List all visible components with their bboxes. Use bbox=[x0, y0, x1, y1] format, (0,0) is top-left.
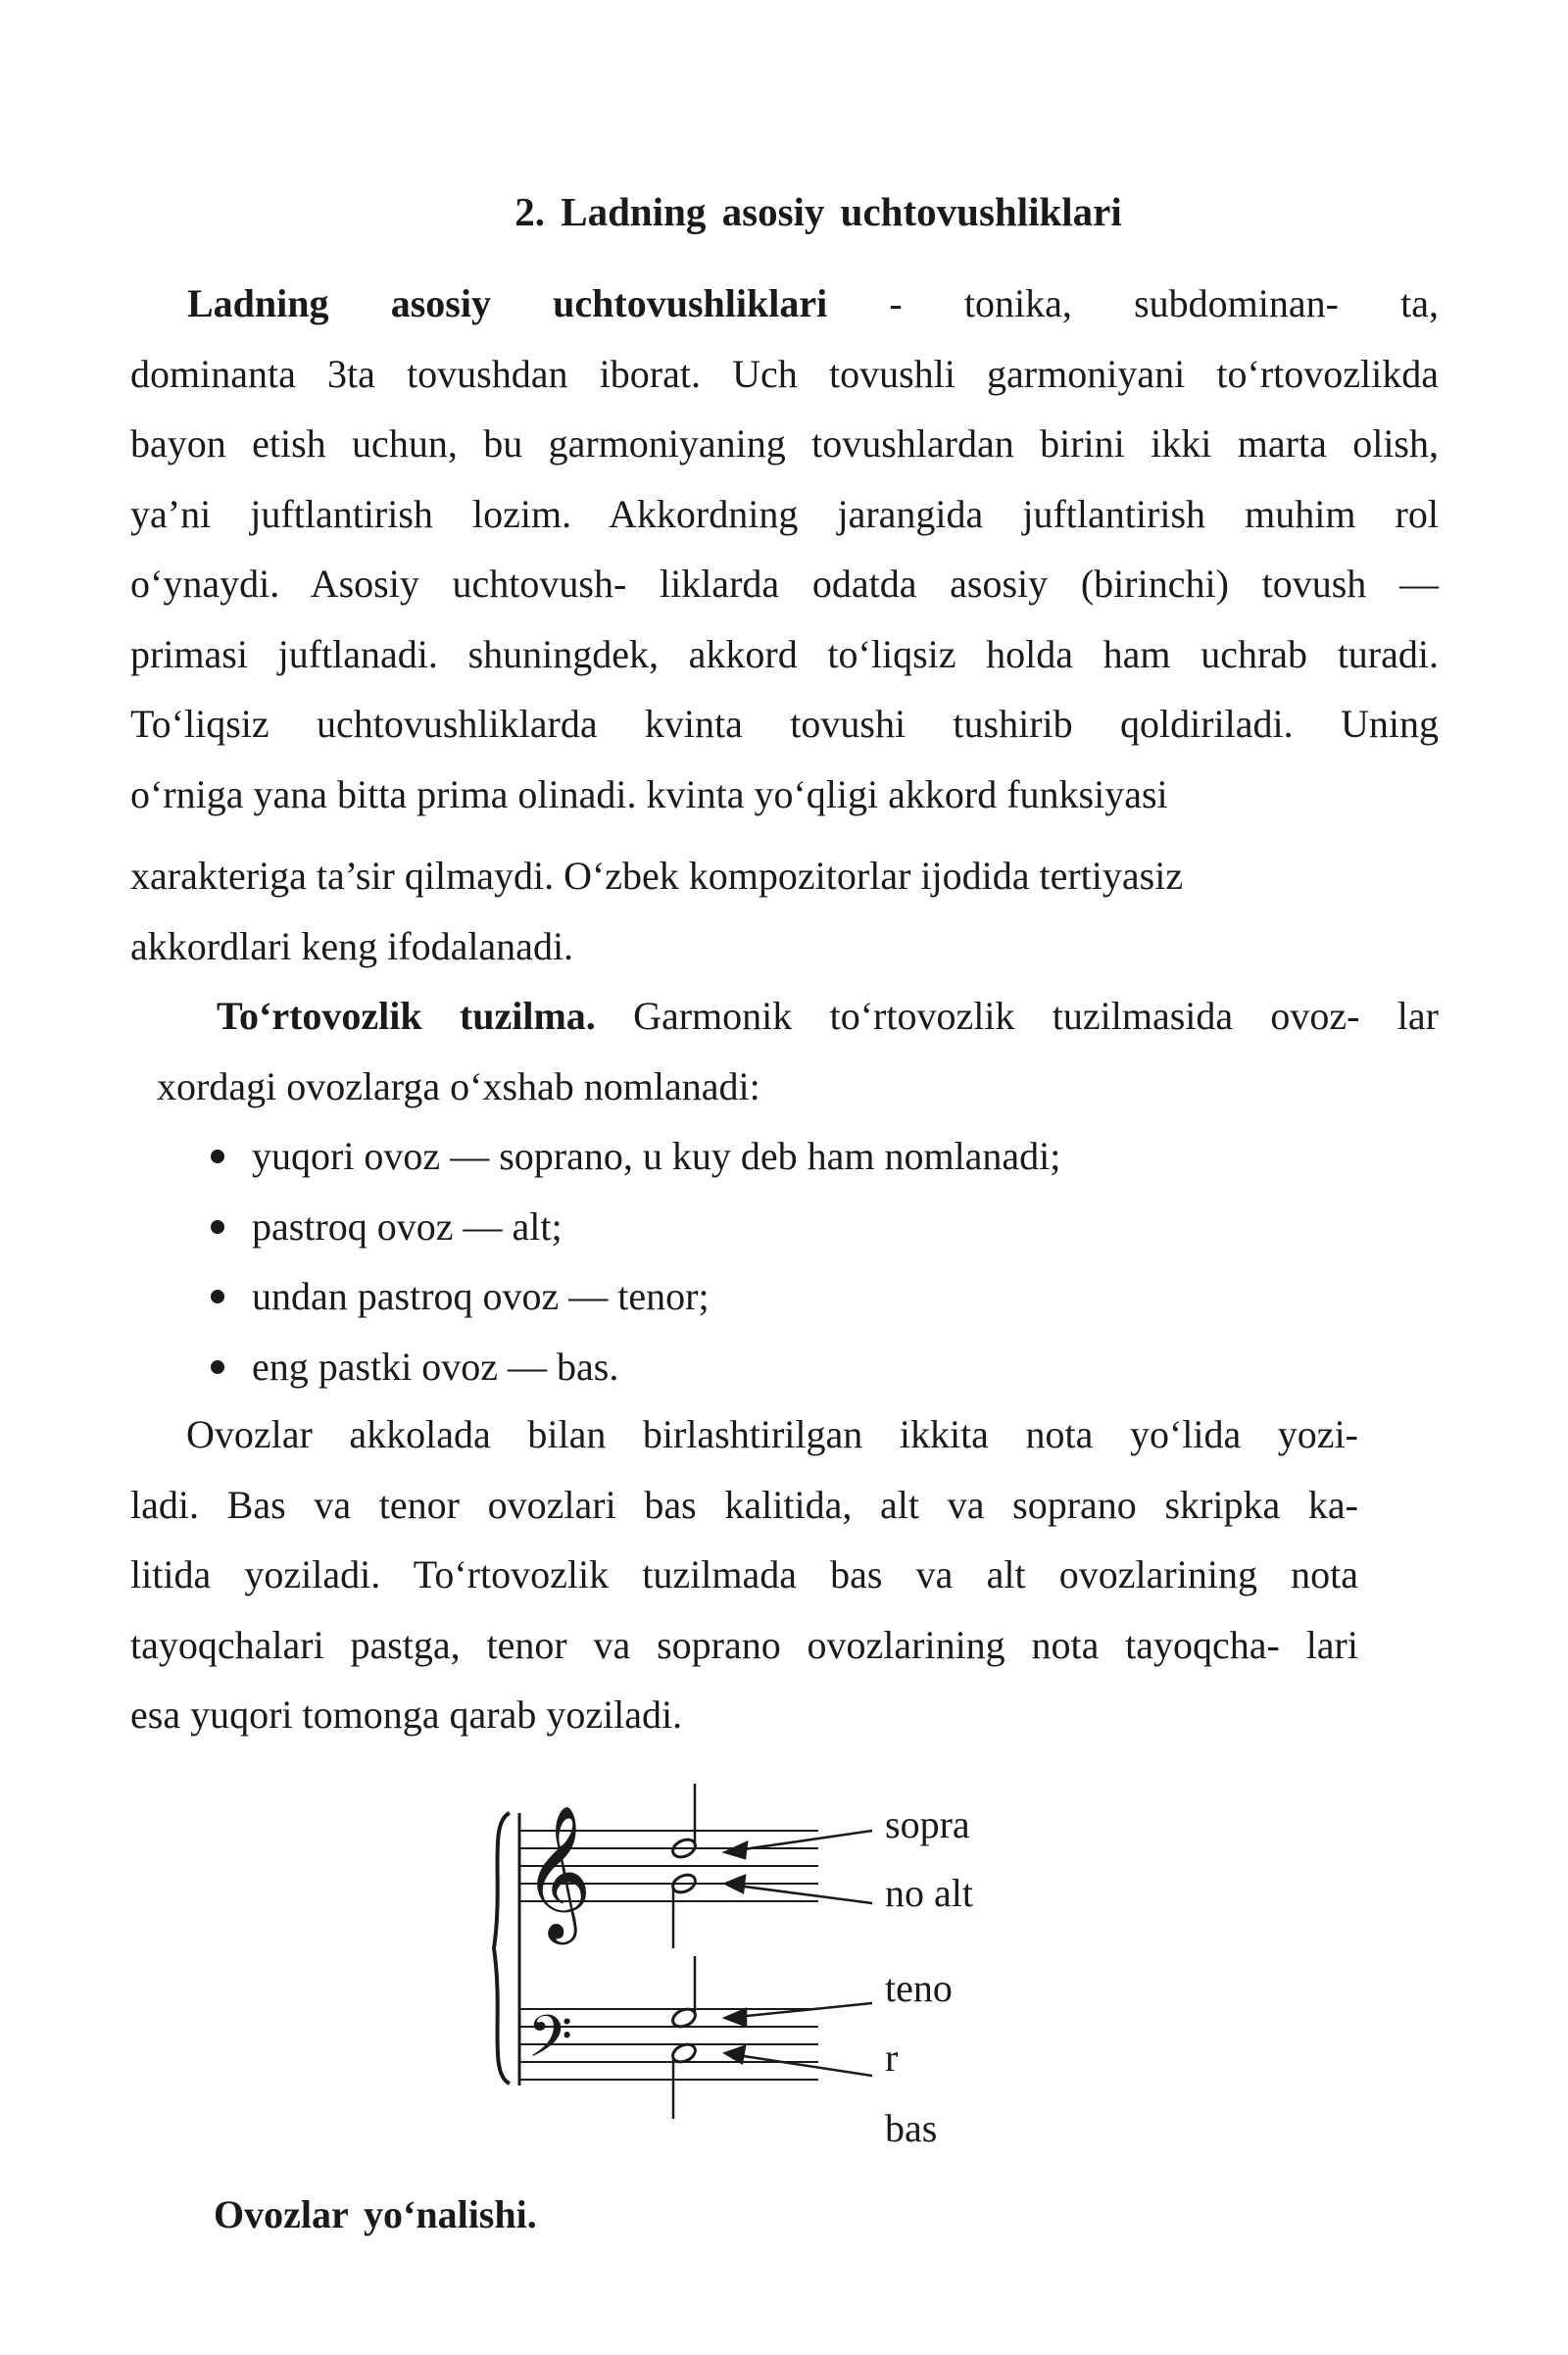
paragraph-line: dominanta 3ta tovushdan iborat. Uch tovushli garmoniyani to‘rtovozlikda bbox=[130, 351, 1439, 396]
bullet-icon bbox=[211, 1290, 224, 1303]
arrow-icons bbox=[725, 1831, 872, 2076]
paragraph-line: o‘ynaydi. Asosiy uchtovush- liklarda odatda asosiy (birinchi) tovush — bbox=[130, 562, 1439, 606]
paragraph-line: xordagi ovozlarga o‘xshab nomlanadi: bbox=[157, 1063, 760, 1108]
list-item: eng pastki ovoz — bas. bbox=[209, 1332, 1060, 1402]
bullet-icon bbox=[211, 1360, 224, 1374]
bass-clef-icon: 𝄢 bbox=[527, 2002, 573, 2085]
paragraph-line: o‘rniga yana bitta prima olinadi. kvinta yo‘qligi akkord funksiyasi bbox=[130, 771, 1168, 816]
bold-term: To‘rtovozlik tuzilma. bbox=[217, 994, 596, 1038]
paragraph-line: ladi. Bas va tenor ovozlari bas kalitida, alt va soprano skripka ka- bbox=[130, 1482, 1358, 1527]
paragraph-four-voice bbox=[130, 981, 1439, 1121]
paragraph-notation bbox=[130, 1399, 1358, 1750]
label-soprano-part2-alt: no alt bbox=[885, 1871, 973, 1915]
paragraph-line: primasi juftlanadi. shuningdek, akkord to‘liqsiz holda ham uchrab turadi. bbox=[130, 631, 1439, 676]
voice-list bbox=[209, 1121, 1060, 1401]
bold-term: Ladning asosiy uchtovushliklari bbox=[187, 281, 828, 325]
label-tenor-part1: teno bbox=[885, 1966, 953, 2010]
subheading: Ovozlar yo‘nalishi. bbox=[214, 2192, 537, 2236]
bullet-icon bbox=[211, 1150, 224, 1163]
paragraph-line: xarakteriga ta’sir qilmaydi. O‘zbek kompozitorlar ijodida tertiyasiz bbox=[130, 854, 1184, 898]
brace-icon bbox=[494, 1813, 510, 2084]
label-soprano-part1: sopra bbox=[885, 1802, 970, 1846]
paragraph-line: litida yoziladi. To‘rtovozlik tuzilmada bas va alt ovozlarining nota bbox=[130, 1552, 1358, 1596]
label-tenor-part2: r bbox=[885, 2036, 899, 2080]
bullet-icon bbox=[211, 1220, 224, 1234]
section-heading: 2. Ladning asosiy uchtovushliklari bbox=[514, 189, 1122, 234]
label-bas: bas bbox=[885, 2106, 938, 2150]
paragraph-line: tayoqchalari pastga, tenor va soprano ovozlarining nota tayoqcha- lari bbox=[130, 1622, 1358, 1667]
paragraph-line: To‘rtovozlik tuzilma. Garmonik to‘rtovozlik tuzilmasida ovoz- lar bbox=[217, 994, 1439, 1038]
paragraph-main-triads bbox=[130, 269, 1439, 829]
paragraph-line: Ladning asosiy uchtovushliklari - tonika, subdominan- ta, bbox=[187, 281, 1439, 325]
treble-clef-icon: 𝄞 bbox=[523, 1803, 592, 1938]
paragraph-line: Ovozlar akkolada bilan birlashtirilgan ikkita nota yo‘lida yozi- bbox=[186, 1412, 1358, 1456]
list-item: undan pastroq ovoz — tenor; bbox=[209, 1261, 1060, 1332]
paragraph-line: ya’ni juftlantirish lozim. Akkordning jarangida juftlantirish muhim rol bbox=[130, 491, 1439, 536]
paragraph-line: akkordlari keng ifodalanadi. bbox=[130, 923, 574, 968]
paragraph-line: esa yuqori tomonga qarab yoziladi. bbox=[130, 1693, 683, 1737]
list-item: yuqori ovoz — soprano, u kuy deb ham nomlanadi; bbox=[209, 1121, 1060, 1192]
paragraph-main-triads-tail bbox=[130, 841, 1439, 981]
paragraph-line: To‘liqsiz uchtovushliklarda kvinta tovushi tushirib qoldiriladi. Uning bbox=[130, 702, 1439, 746]
paragraph-line: bayon etish uchun, bu garmoniyaning tovushlardan birini ikki marta olish, bbox=[130, 421, 1439, 466]
list-item: pastroq ovoz — alt; bbox=[209, 1192, 1060, 1262]
